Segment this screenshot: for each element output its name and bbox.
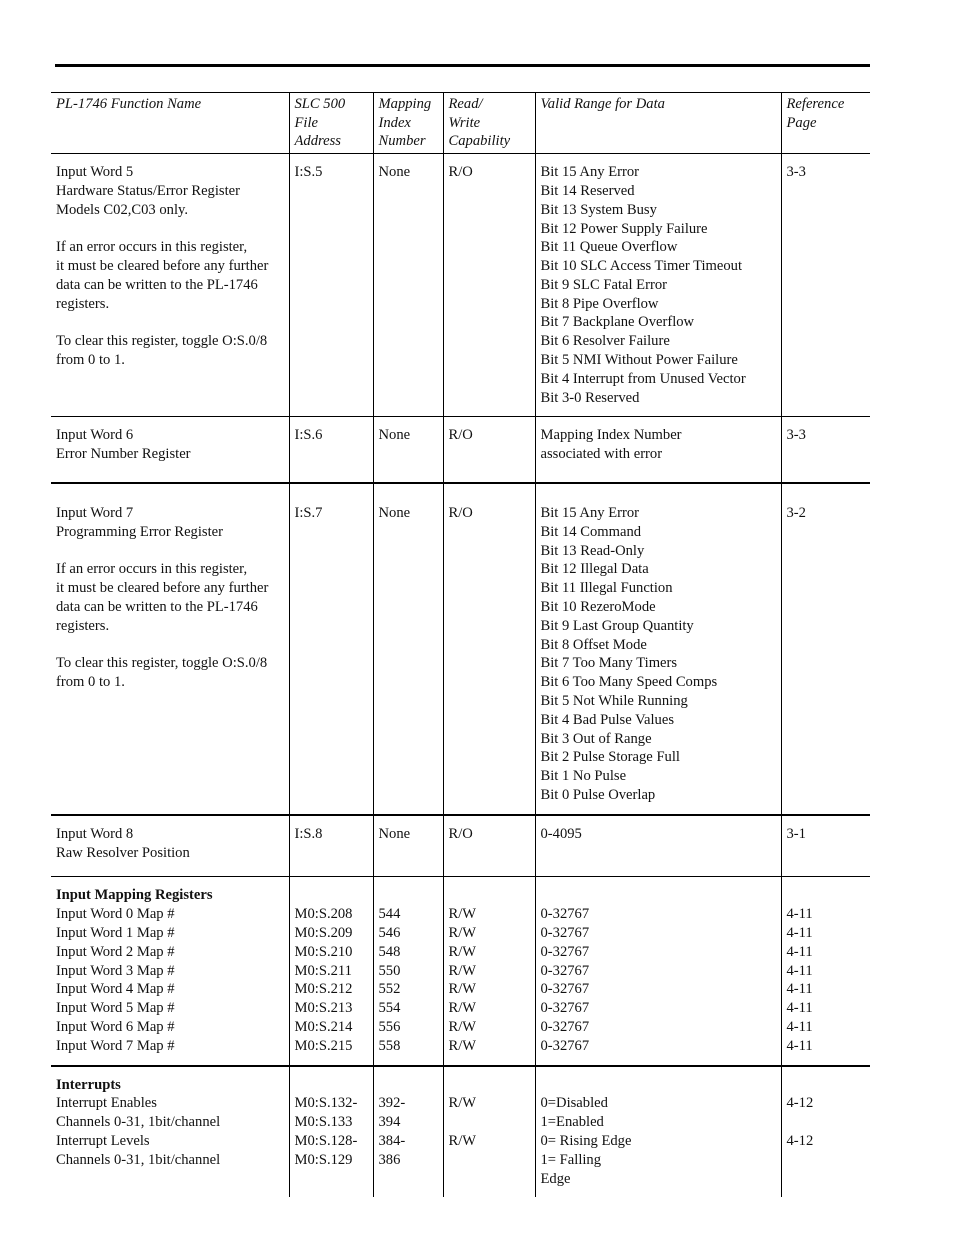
cell-ref: 4-11 4-11 4-11 4-11 4-11 4-11 4-11 4-11 [781,877,870,1066]
section-heading-interrupts: Interrupts [56,1076,121,1093]
cell-range: Mapping Index Number associated with error [535,417,781,483]
function-table [51,92,870,1197]
header-row [51,93,870,154]
cell-ref: 3-1 [781,815,870,877]
cell-ref: 3-3 [781,417,870,483]
cell-rw: R/O [443,154,535,417]
cell-function: Input Word 5 Hardware Status/Error Register Models C02,C03 only. If an error occurs in this register, it must be cleared before any further data can be written to the PL-1746 registers. To clear this register, toggle O:S.0/8 from 0 to 1. [51,154,289,417]
cell-range: Bit 15 Any Error Bit 14 Reserved Bit 13 System Busy Bit 12 Power Supply Failure Bit 11 Queue Overflow Bit 10 SLC Access Timer Timeout Bit 9 SLC Fatal Error Bit 8 Pipe Overflow Bit 7 Backplane Overflow Bit 6 Resolver Failure Bit 5 NMI Without Power Failure Bit 4 Interrupt from Unused Vector Bit 3-0 Reserved [535,154,781,417]
top-rule [55,64,870,67]
cell-function-text: Input Word 0 Map # Input Word 1 Map # Input Word 2 Map # Input Word 3 Map # Input Word 4 Map # Input Word 5 Map # Input Word 6 Map # Input Word 7 Map # [56,906,175,1054]
cell-address: I:S.5 [289,154,373,417]
table-row-interrupts [51,1066,870,1198]
cell-ref: 3-3 [781,154,870,417]
col-header-read-write: Read/ Write Capability [443,93,535,154]
table-row-input-word-6 [51,417,870,483]
cell-index: None [373,154,443,417]
col-header-valid-range: Valid Range for Data [535,93,781,154]
cell-index: None [373,417,443,483]
col-header-mapping-index: Mapping Index Number [373,93,443,154]
cell-function: Input Word 6 Error Number Register [51,417,289,483]
table-row-input-mapping-registers [51,877,870,1066]
cell-function [51,1066,289,1198]
cell-address: I:S.8 [289,815,373,877]
cell-address: M0:S.208 M0:S.209 M0:S.210 M0:S.211 M0:S.212 M0:S.213 M0:S.214 M0:S.215 [289,877,373,1066]
cell-index: 392- 394 384- 386 [373,1066,443,1198]
cell-rw: R/W R/W [443,1066,535,1198]
cell-function: Input Word 8 Raw Resolver Position [51,815,289,877]
cell-ref: 4-12 4-12 [781,1066,870,1198]
cell-function: Input Word 7 Programming Error Register If an error occurs in this register, it must be cleared before any further data can be written to the PL-1746 registers. To clear this register, toggle O:S.0/8 from 0 to 1. [51,483,289,815]
cell-address: M0:S.132- M0:S.133 M0:S.128- M0:S.129 [289,1066,373,1198]
col-header-slc-address: SLC 500 File Address [289,93,373,154]
cell-function-text: Interrupt Enables Channels 0-31, 1bit/channel Interrupt Levels Channels 0-31, 1bit/channel [56,1095,221,1168]
cell-range: Bit 15 Any Error Bit 14 Command Bit 13 Read-Only Bit 12 Illegal Data Bit 11 Illegal Function Bit 10 RezeroMode Bit 9 Last Group Quantity Bit 8 Offset Mode Bit 7 Too Many Timers Bit 6 Too Many Speed Comps Bit 5 Not While Running Bit 4 Bad Pulse Values Bit 3 Out of Range Bit 2 Pulse Storage Full Bit 1 No Pulse Bit 0 Pulse Overlap [535,483,781,815]
cell-index: None [373,483,443,815]
table-row-input-word-5 [51,154,870,417]
col-header-function-name: PL-1746 Function Name [51,93,289,154]
section-heading-input-mapping: Input Mapping Registers [56,887,213,904]
table-row-input-word-8 [51,815,870,877]
table-row-input-word-7 [51,483,870,815]
cell-ref: 3-2 [781,483,870,815]
cell-address: I:S.7 [289,483,373,815]
col-header-reference-page: Reference Page [781,93,870,154]
cell-rw: R/W R/W R/W R/W R/W R/W R/W R/W [443,877,535,1066]
cell-index: None [373,815,443,877]
cell-range: 0-32767 0-32767 0-32767 0-32767 0-32767 0-32767 0-32767 0-32767 [535,877,781,1066]
cell-index: 544 546 548 550 552 554 556 558 [373,877,443,1066]
cell-range: 0-4095 [535,815,781,877]
cell-rw: R/O [443,815,535,877]
cell-range: 0=Disabled 1=Enabled 0= Rising Edge 1= Falling Edge [535,1066,781,1198]
cell-rw: R/O [443,483,535,815]
cell-rw: R/O [443,417,535,483]
cell-address: I:S.6 [289,417,373,483]
cell-function [51,877,289,1066]
